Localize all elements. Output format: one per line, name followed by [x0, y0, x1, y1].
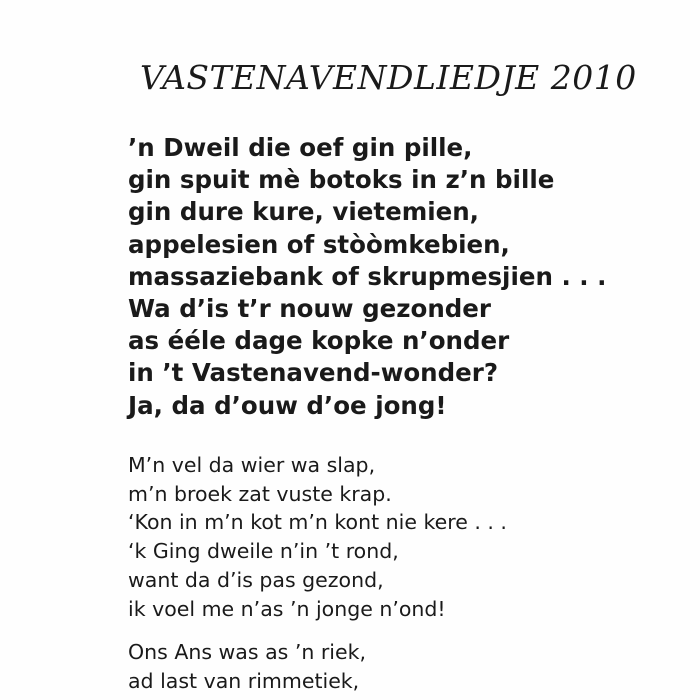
verse-line: ‘Kon in m’n kot m’n kont nie kere . . . — [128, 510, 507, 535]
verse-line: ‘k Ging dweile n’in ’t rond, — [128, 539, 399, 564]
chorus-line: appelesien of stòòmkebien, — [128, 229, 510, 259]
chorus-line: in ’t Vastenavend-wonder? — [128, 358, 499, 388]
chorus-line: gin dure kure, vietemien, — [128, 197, 479, 227]
chorus-stanza — [128, 132, 606, 422]
chorus-line: Ja, da d’ouw d’oe jong! — [128, 390, 447, 420]
chorus-line: Wa d’is t’r nouw gezonder — [128, 294, 492, 324]
chorus-line: ’n Dweil die oef gin pille, — [128, 133, 473, 162]
chorus-line: massaziebank of skrupmesjien . . . — [128, 261, 607, 291]
song-title: VASTENAVENDLIEDJE 2010 — [140, 58, 637, 97]
chorus-line: gin spuit mè botoks in z’n bille — [128, 165, 555, 195]
chorus-line: as ééle dage kopke n’onder — [128, 326, 510, 356]
verse-stanza-1 — [128, 451, 507, 623]
verse-stanza-2 — [128, 638, 366, 695]
verse-line: want da d’is pas gezond, — [128, 567, 384, 592]
verse-line: Ons Ans was as ’n riek, — [128, 640, 366, 664]
verse-line: ad last van rimmetiek, — [128, 668, 360, 693]
verse-line: M’n vel da wier wa slap, — [128, 453, 376, 477]
verse-line: m’n broek zat vuste krap. — [128, 481, 392, 506]
verse-line: ik voel me n’as ’n jonge n’ond! — [128, 596, 446, 621]
